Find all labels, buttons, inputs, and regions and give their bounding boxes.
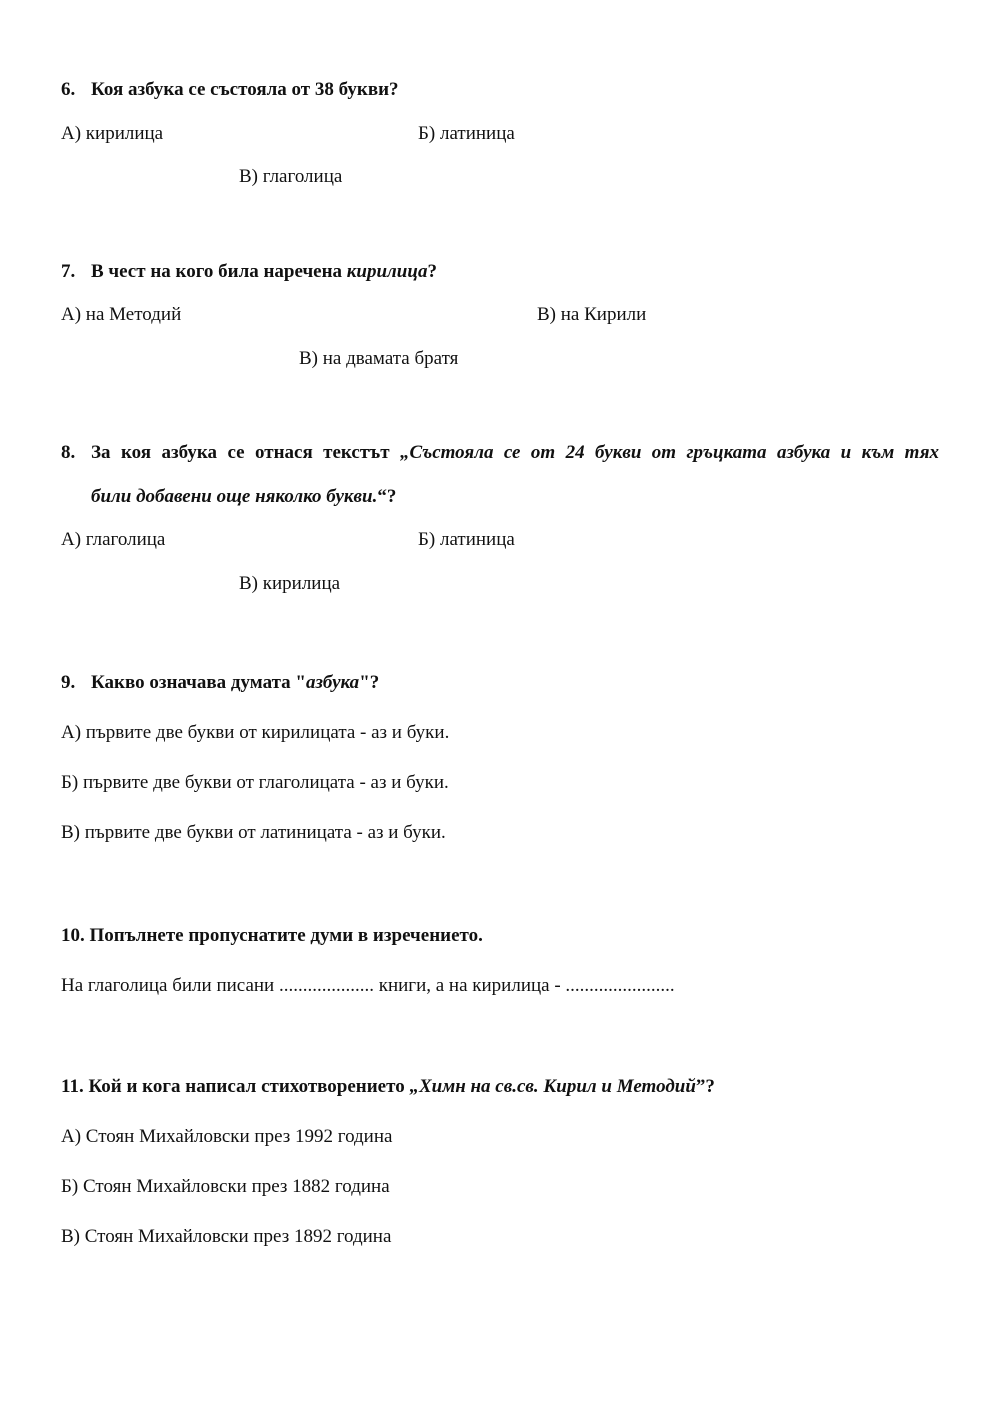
- answer-option[interactable]: В) първите две букви от латиницата - аз и буки.: [61, 822, 446, 843]
- question-8-line-1: [91, 443, 939, 462]
- answer-option[interactable]: А) на Методий: [61, 304, 182, 325]
- question-text: Коя азбука се състояла от 38 букви?: [91, 79, 399, 100]
- question-text-end: "?: [359, 672, 380, 693]
- answer-option[interactable]: В) кирилица: [239, 573, 341, 594]
- question-text-italic: кирилица: [346, 261, 428, 282]
- question-quote: „Състояла се от 24 букви от гръцката азбука и към тях: [400, 442, 939, 463]
- question-text: В чест на кого била наречена: [91, 261, 347, 282]
- question-text: Какво означава думата ": [91, 672, 306, 693]
- answer-option[interactable]: Б) латиница: [418, 529, 515, 550]
- answer-option[interactable]: В) на двамата братя: [299, 348, 459, 369]
- answer-option[interactable]: В) Стоян Михайловски през 1892 година: [61, 1226, 392, 1247]
- question-quote-cont: били добавени още няколко букви.: [91, 486, 378, 507]
- question-8-number: 8.: [61, 442, 76, 463]
- fill-in-sentence[interactable]: На глаголица били писани .................... книги, а на кирилица - .......................: [61, 975, 675, 996]
- question-number: 6.: [61, 79, 76, 100]
- answer-option[interactable]: Б) първите две букви от глаголицата - аз и буки.: [61, 772, 449, 793]
- question-text-end: “?: [377, 486, 397, 507]
- question-text-end: ?: [427, 261, 437, 282]
- question-text-italic: азбука: [305, 672, 360, 693]
- answer-option[interactable]: А) първите две букви от кирилицата - аз и буки.: [61, 722, 450, 743]
- answer-option[interactable]: А) кирилица: [61, 123, 164, 144]
- question-7: [61, 262, 437, 281]
- question-9: [61, 673, 379, 692]
- question-number: 7.: [61, 261, 76, 282]
- question-text: 11. Кой и кога написал стихотворението: [61, 1076, 410, 1097]
- answer-option[interactable]: В) на Кирили: [537, 304, 647, 325]
- answer-option[interactable]: В) глаголица: [239, 166, 343, 187]
- answer-option[interactable]: А) Стоян Михайловски през 1992 година: [61, 1126, 393, 1147]
- answer-option[interactable]: А) глаголица: [61, 529, 166, 550]
- question-text-italic: „Химн на св.св. Кирил и Методий: [409, 1076, 696, 1097]
- question-8-line-2: [91, 487, 396, 506]
- question-10: 10. Попълнете пропуснатите думи в изречението.: [61, 925, 483, 946]
- answer-option[interactable]: Б) Стоян Михайловски през 1882 година: [61, 1176, 390, 1197]
- question-text: За коя азбука се отнася текстът: [91, 442, 401, 463]
- answer-option[interactable]: Б) латиница: [418, 123, 515, 144]
- question-11: [61, 1077, 715, 1096]
- question-6: [61, 80, 399, 99]
- question-text-end: ”?: [695, 1076, 715, 1097]
- question-number: 9.: [61, 672, 76, 693]
